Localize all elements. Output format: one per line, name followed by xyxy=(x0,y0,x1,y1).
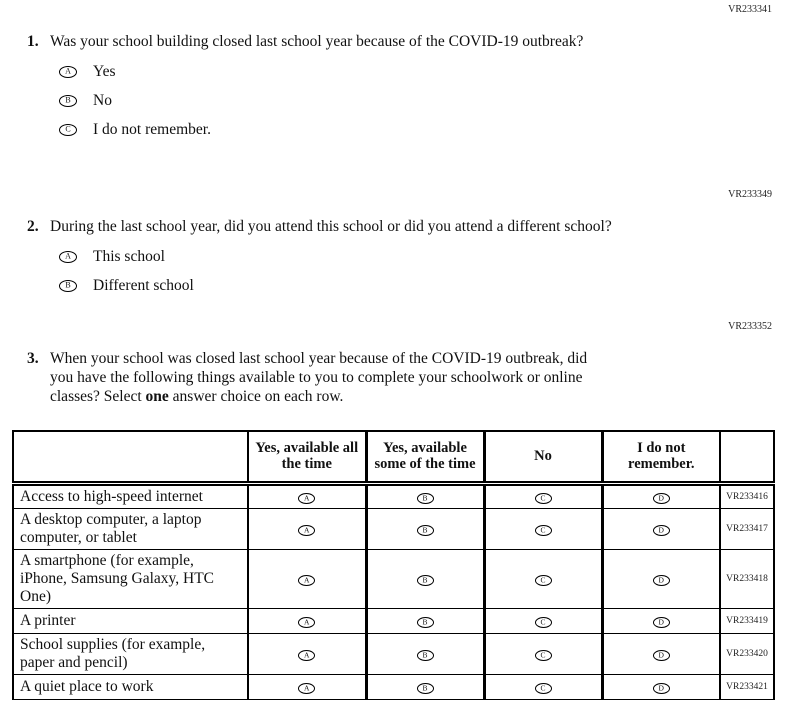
answer-bubble-b[interactable]: B xyxy=(59,280,77,292)
q3-line1: When your school was closed last school year because of the COVID-19 outbreak, did xyxy=(50,350,588,367)
q1-option-c[interactable] xyxy=(59,122,785,138)
table-row-smartphone xyxy=(13,549,774,608)
answer-bubble-d[interactable]: D xyxy=(653,650,670,661)
question-3-number: 3. xyxy=(27,350,39,367)
question-2 xyxy=(27,217,785,236)
answer-cell-a[interactable] xyxy=(248,549,366,608)
table-row-printer xyxy=(13,608,774,633)
answer-cell-b[interactable] xyxy=(366,608,484,633)
availability-table xyxy=(12,430,775,700)
answer-bubble-b[interactable]: B xyxy=(417,650,434,661)
answer-bubble-b[interactable]: B xyxy=(417,493,434,504)
answer-bubble-b[interactable]: B xyxy=(417,617,434,628)
answer-cell-d[interactable] xyxy=(602,674,720,699)
answer-bubble-c[interactable]: C xyxy=(535,493,552,504)
row-label: School supplies (for example, paper and pencil) xyxy=(13,633,248,674)
answer-bubble-d[interactable]: D xyxy=(653,525,670,536)
question-1 xyxy=(27,32,785,51)
answer-bubble-a[interactable]: A xyxy=(59,251,77,263)
row-label: Access to high-speed internet xyxy=(13,483,248,508)
table-row-quiet-place xyxy=(13,674,774,699)
answer-bubble-c[interactable]: C xyxy=(535,617,552,628)
col-header-yes-all-time: Yes, available all the time xyxy=(248,431,366,483)
q2-option-b-label: Different school xyxy=(93,277,194,294)
question-1-text: Was your school building closed last school year because of the COVID-19 outbreak? xyxy=(50,33,584,50)
q3-line2: you have the following things available to you to complete your schoolwork or online xyxy=(50,369,583,386)
answer-cell-a[interactable] xyxy=(248,674,366,699)
question-1-section xyxy=(0,4,785,138)
col-header-blank xyxy=(13,431,248,483)
answer-cell-c[interactable] xyxy=(484,674,602,699)
table-row-computer xyxy=(13,508,774,549)
row-label: A printer xyxy=(13,608,248,633)
vr-code-q1: VR233341 xyxy=(728,4,772,15)
answer-cell-d[interactable] xyxy=(602,483,720,508)
answer-bubble-b[interactable]: B xyxy=(417,525,434,536)
vr-code-q2: VR233349 xyxy=(728,189,772,200)
question-3-text xyxy=(50,349,750,406)
answer-bubble-a[interactable]: A xyxy=(298,525,315,536)
q1-option-c-label: I do not remember. xyxy=(93,121,211,138)
answer-bubble-a[interactable]: A xyxy=(298,683,315,694)
q2-option-b[interactable] xyxy=(59,278,785,294)
table-row-internet xyxy=(13,483,774,508)
answer-bubble-d[interactable]: D xyxy=(653,683,670,694)
answer-cell-d[interactable] xyxy=(602,608,720,633)
question-2-number: 2. xyxy=(27,218,39,235)
answer-bubble-c[interactable]: C xyxy=(535,575,552,586)
answer-bubble-b[interactable]: B xyxy=(417,683,434,694)
answer-bubble-c[interactable]: C xyxy=(535,683,552,694)
row-label: A smartphone (for example, iPhone, Samsung Galaxy, HTC One) xyxy=(13,549,248,608)
answer-cell-c[interactable] xyxy=(484,483,602,508)
row-vr-code: VR233421 xyxy=(720,674,774,699)
answer-cell-b[interactable] xyxy=(366,674,484,699)
answer-cell-c[interactable] xyxy=(484,608,602,633)
question-3-section xyxy=(0,321,785,406)
row-label: A desktop computer, a laptop computer, or tablet xyxy=(13,508,248,549)
q3-line3-before: classes? Select xyxy=(50,388,146,405)
answer-cell-a[interactable] xyxy=(248,508,366,549)
answer-cell-c[interactable] xyxy=(484,508,602,549)
answer-cell-b[interactable] xyxy=(366,508,484,549)
answer-bubble-d[interactable]: D xyxy=(653,493,670,504)
row-vr-code: VR233417 xyxy=(720,508,774,549)
answer-bubble-b[interactable]: B xyxy=(59,95,77,107)
answer-cell-c[interactable] xyxy=(484,549,602,608)
table-row-school-supplies xyxy=(13,633,774,674)
q1-option-b-label: No xyxy=(93,92,112,109)
q2-option-a[interactable] xyxy=(59,249,785,265)
answer-bubble-c[interactable]: C xyxy=(535,650,552,661)
q1-option-a[interactable] xyxy=(59,64,785,80)
question-2-options xyxy=(59,249,785,294)
answer-cell-b[interactable] xyxy=(366,633,484,674)
answer-cell-a[interactable] xyxy=(248,608,366,633)
question-2-text: During the last school year, did you attend this school or did you attend a different school? xyxy=(50,218,612,235)
availability-table-section xyxy=(12,430,785,700)
row-vr-code: VR233420 xyxy=(720,633,774,674)
answer-bubble-b[interactable]: B xyxy=(417,575,434,586)
answer-cell-a[interactable] xyxy=(248,483,366,508)
table-header-row xyxy=(13,431,774,483)
col-header-vr-code xyxy=(720,431,774,483)
answer-bubble-a[interactable]: A xyxy=(298,493,315,504)
q1-option-a-label: Yes xyxy=(93,63,116,80)
answer-cell-b[interactable] xyxy=(366,549,484,608)
answer-bubble-c[interactable]: C xyxy=(59,124,77,136)
question-2-section xyxy=(0,189,785,294)
answer-cell-d[interactable] xyxy=(602,549,720,608)
question-3 xyxy=(27,349,785,406)
answer-bubble-d[interactable]: D xyxy=(653,575,670,586)
col-header-no: No xyxy=(484,431,602,483)
q1-option-b[interactable] xyxy=(59,93,785,109)
answer-bubble-d[interactable]: D xyxy=(653,617,670,628)
answer-cell-d[interactable] xyxy=(602,508,720,549)
row-label: A quiet place to work xyxy=(13,674,248,699)
row-vr-code: VR233416 xyxy=(720,483,774,508)
answer-bubble-a[interactable]: A xyxy=(298,617,315,628)
q2-option-a-label: This school xyxy=(93,248,165,265)
question-1-number: 1. xyxy=(27,33,39,50)
col-header-do-not-remember: I do not remember. xyxy=(602,431,720,483)
answer-bubble-a[interactable]: A xyxy=(298,650,315,661)
answer-cell-d[interactable] xyxy=(602,633,720,674)
col-header-yes-some-time: Yes, available some of the time xyxy=(366,431,484,483)
answer-bubble-a[interactable]: A xyxy=(298,575,315,586)
row-vr-code: VR233419 xyxy=(720,608,774,633)
answer-cell-c[interactable] xyxy=(484,633,602,674)
q3-bold-word: one xyxy=(145,388,169,405)
question-1-options xyxy=(59,64,785,138)
q3-line3-after: answer choice on each row. xyxy=(168,388,344,405)
answer-cell-b[interactable] xyxy=(366,483,484,508)
answer-bubble-a[interactable]: A xyxy=(59,66,77,78)
answer-cell-a[interactable] xyxy=(248,633,366,674)
answer-bubble-c[interactable]: C xyxy=(535,525,552,536)
vr-code-q3: VR233352 xyxy=(728,321,772,332)
row-vr-code: VR233418 xyxy=(720,549,774,608)
